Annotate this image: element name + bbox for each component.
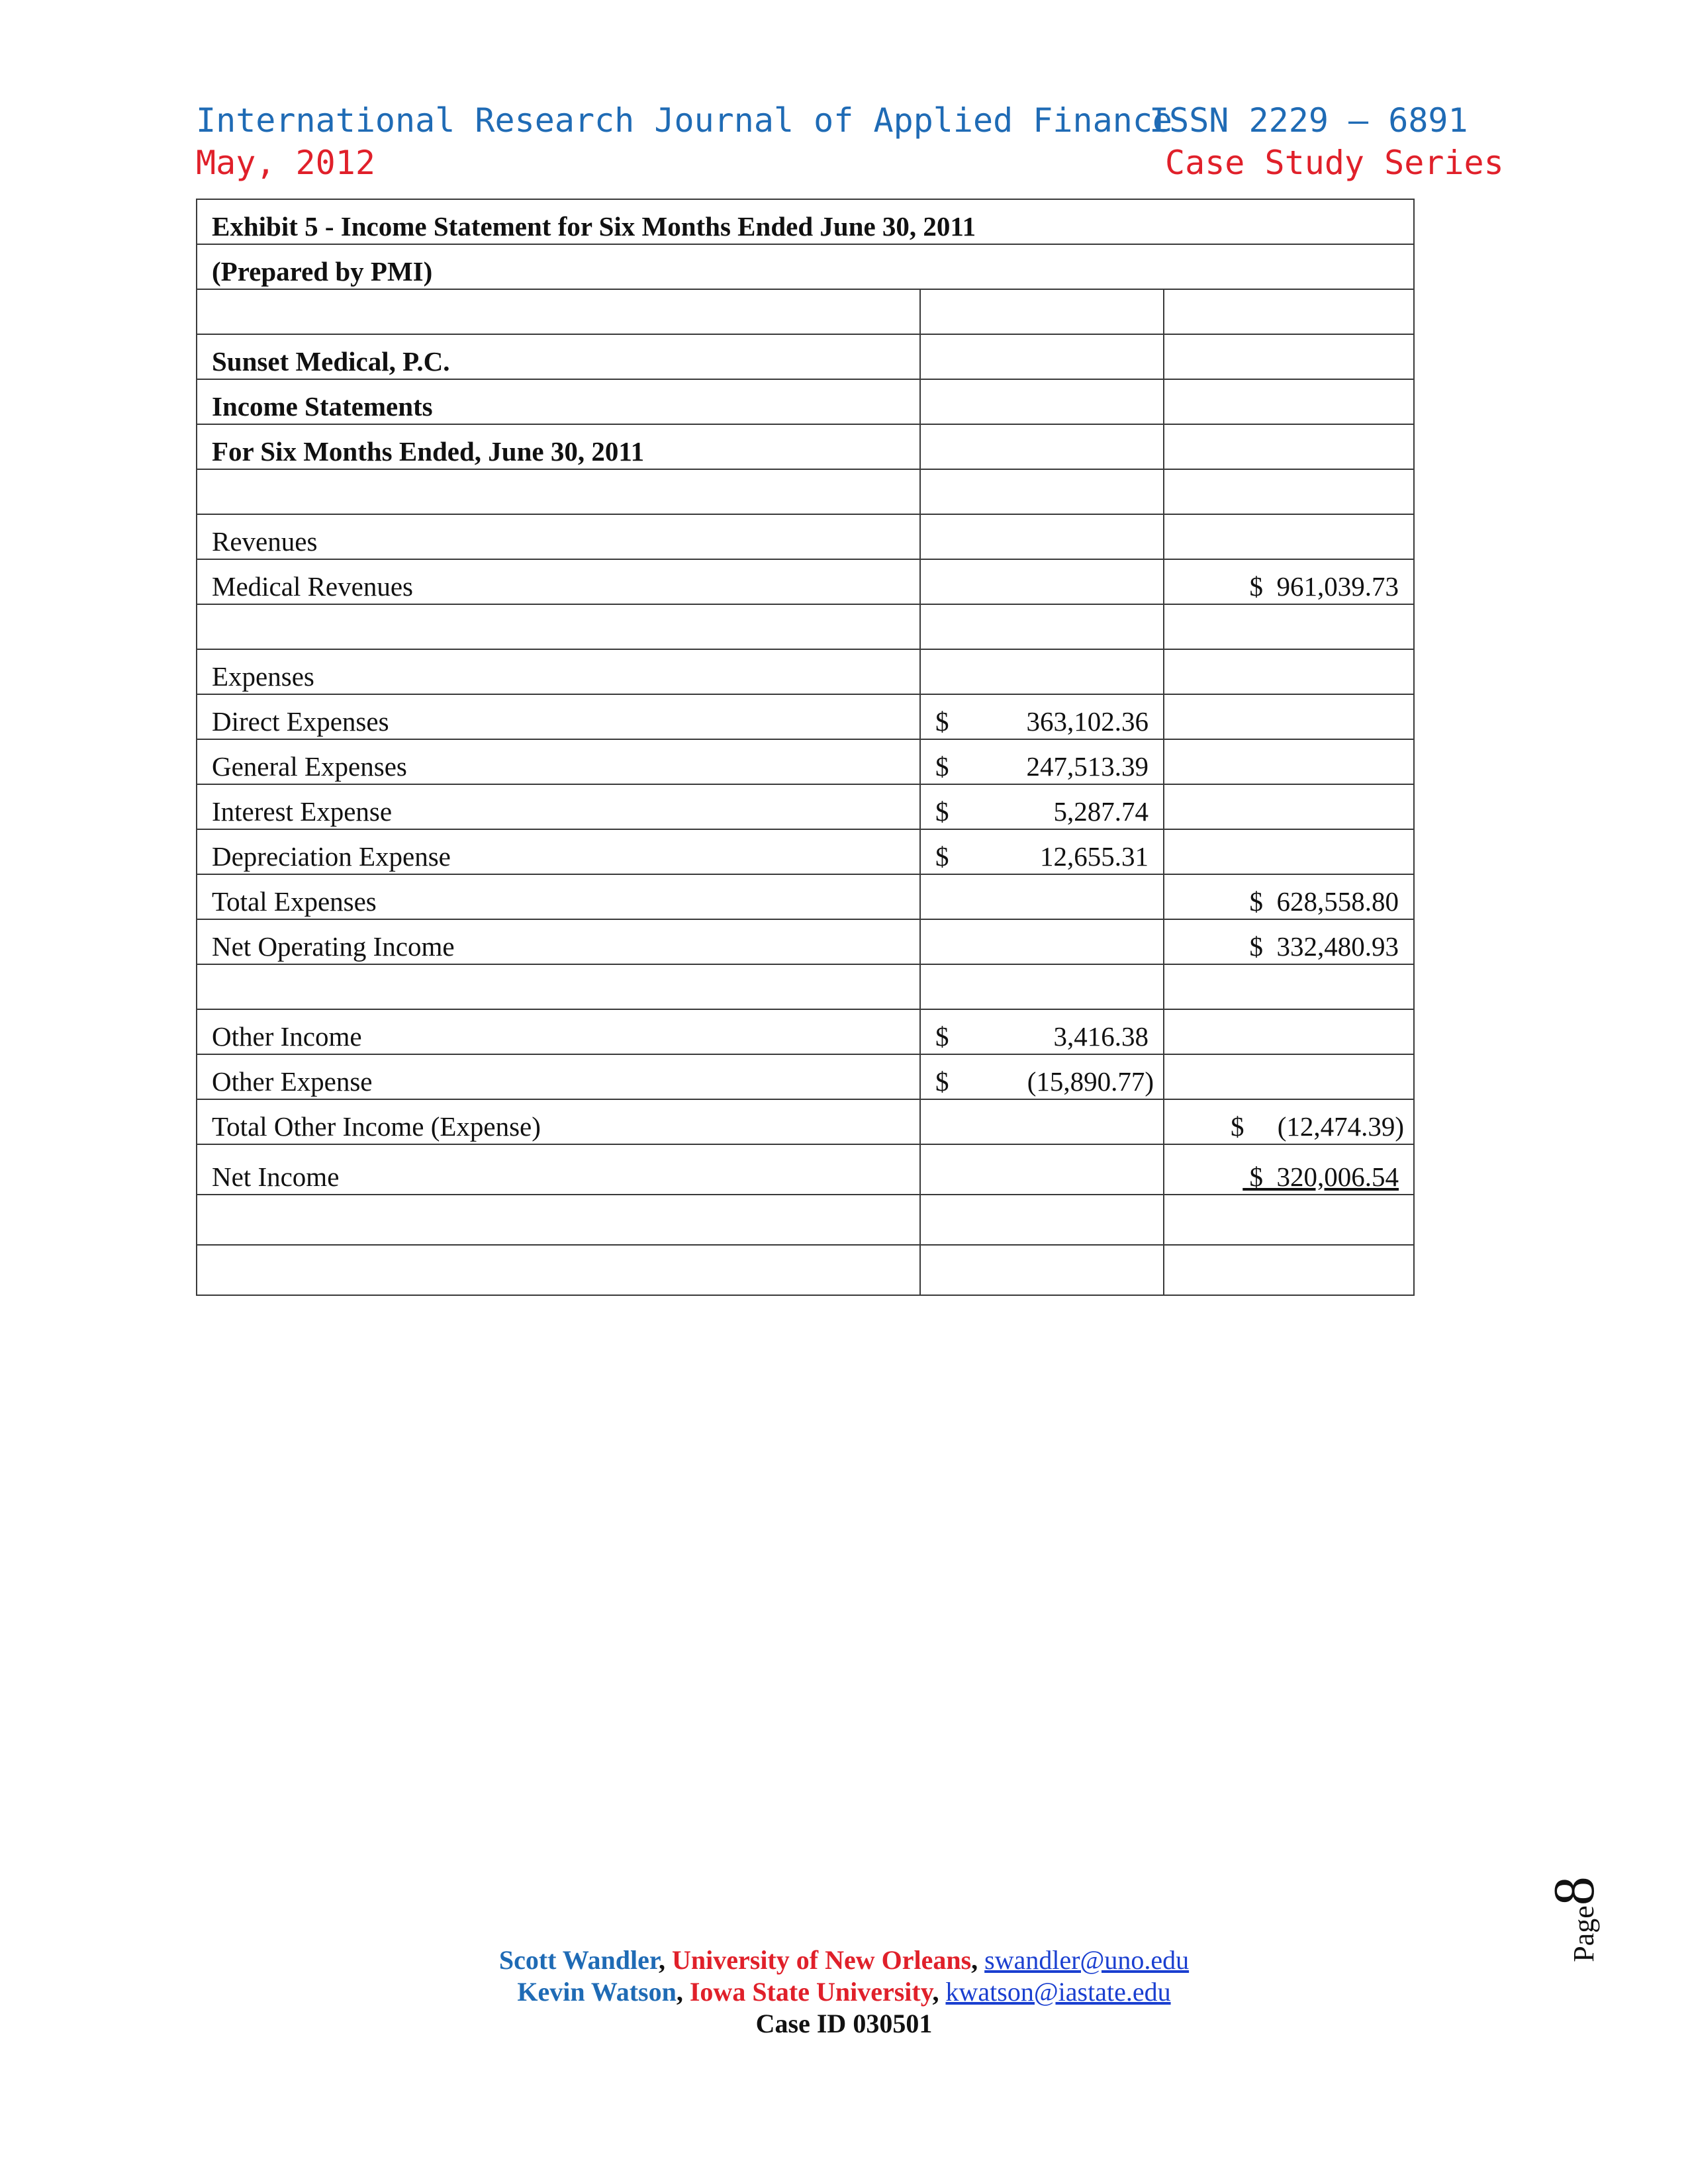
page-label: Page — [1568, 1905, 1600, 1962]
line-item-label: General Expenses — [197, 739, 920, 784]
currency-symbol: $ — [935, 751, 949, 782]
author-affiliation: University of New Orleans — [672, 1945, 972, 1975]
line-item-amount — [920, 784, 1164, 829]
author-email-link[interactable]: kwatson@iastate.edu — [945, 1977, 1171, 2007]
currency-symbol: $ — [935, 841, 949, 872]
empty-cell — [197, 964, 920, 1009]
empty-cell — [920, 874, 1164, 919]
currency-symbol: $ — [935, 1021, 949, 1052]
table-row — [197, 604, 1414, 649]
statement-period: For Six Months Ended, June 30, 2011 — [197, 424, 920, 469]
line-item-label: Total Expenses — [197, 874, 920, 919]
line-item-label: Other Expense — [197, 1054, 920, 1099]
empty-cell — [920, 1144, 1164, 1195]
line-item-label: Depreciation Expense — [197, 829, 920, 874]
separator: , — [659, 1945, 665, 1975]
total-amount — [1164, 874, 1414, 919]
table-row — [197, 649, 1414, 694]
table-row — [197, 469, 1414, 514]
empty-cell — [920, 379, 1164, 424]
table-row — [197, 694, 1414, 739]
table-row — [197, 1144, 1414, 1195]
line-item-label: Net Operating Income — [197, 919, 920, 964]
empty-cell — [1164, 1009, 1414, 1054]
table-row — [197, 289, 1414, 334]
series-name: Case Study Series — [1165, 144, 1504, 182]
table-row — [197, 1195, 1414, 1245]
separator: , — [971, 1945, 978, 1975]
table-row — [197, 424, 1414, 469]
empty-cell — [920, 559, 1164, 604]
table-row — [197, 919, 1414, 964]
author-email-link[interactable]: swandler@uno.edu — [984, 1945, 1190, 1975]
empty-cell — [1164, 829, 1414, 874]
currency-symbol: $ — [935, 796, 949, 827]
currency-symbol: $ — [935, 706, 949, 737]
total-amount — [1164, 1099, 1414, 1144]
author-name: Scott Wandler — [498, 1945, 659, 1975]
empty-cell — [920, 424, 1164, 469]
table-row — [197, 874, 1414, 919]
currency-symbol: $ — [1249, 571, 1263, 602]
table-row — [197, 739, 1414, 784]
empty-cell — [1164, 739, 1414, 784]
empty-cell — [920, 1195, 1164, 1245]
empty-cell — [1164, 424, 1414, 469]
separator: , — [932, 1977, 939, 2007]
table-row — [197, 784, 1414, 829]
empty-cell — [197, 469, 920, 514]
empty-cell — [197, 289, 920, 334]
issn: ISSN 2229 – 6891 — [1149, 101, 1468, 140]
empty-cell — [920, 919, 1164, 964]
author-name: Kevin Watson — [517, 1977, 677, 2007]
empty-cell — [920, 1245, 1164, 1295]
amount-value: 332,480.93 — [1276, 931, 1399, 962]
footer-author-line-1 — [0, 1944, 1688, 1976]
line-item-amount — [920, 1009, 1164, 1054]
table-row — [197, 199, 1414, 244]
author-affiliation: Iowa State University — [689, 1977, 933, 2007]
empty-cell — [197, 1195, 920, 1245]
line-item-label: Other Income — [197, 1009, 920, 1054]
line-item-amount — [920, 829, 1164, 874]
section-label: Expenses — [197, 649, 920, 694]
line-item-label: Total Other Income (Expense) — [197, 1099, 920, 1144]
table-row — [197, 559, 1414, 604]
line-item-amount — [920, 1054, 1164, 1099]
empty-cell — [1164, 1245, 1414, 1295]
table-row — [197, 1245, 1414, 1295]
empty-cell — [1164, 514, 1414, 559]
amount-value: (12,474.39) — [1277, 1111, 1404, 1142]
empty-cell — [1164, 1195, 1414, 1245]
amount-value: (15,890.77) — [1027, 1066, 1154, 1097]
empty-cell — [1164, 649, 1414, 694]
statement-name: Income Statements — [197, 379, 920, 424]
empty-cell — [1164, 604, 1414, 649]
issue-date: May, 2012 — [196, 144, 375, 182]
table-row — [197, 964, 1414, 1009]
empty-cell — [197, 604, 920, 649]
amount-value: 628,558.80 — [1276, 886, 1399, 917]
table-row — [197, 379, 1414, 424]
section-label: Revenues — [197, 514, 920, 559]
amount-value: 961,039.73 — [1276, 571, 1399, 602]
empty-cell — [920, 469, 1164, 514]
empty-cell — [920, 514, 1164, 559]
empty-cell — [1164, 289, 1414, 334]
currency-symbol: $ — [1249, 886, 1263, 917]
amount-value: 5,287.74 — [1053, 796, 1149, 827]
journal-title: International Research Journal of Applied Finance — [196, 101, 1173, 140]
prepared-by: (Prepared by PMI) — [197, 244, 1414, 289]
currency-symbol: $ — [935, 1066, 949, 1097]
amount-value: 247,513.39 — [1026, 751, 1149, 782]
total-amount — [1164, 559, 1414, 604]
table-row — [197, 244, 1414, 289]
empty-cell — [1164, 964, 1414, 1009]
exhibit-title: Exhibit 5 - Income Statement for Six Months Ended June 30, 2011 — [197, 199, 1414, 244]
line-item-label: Medical Revenues — [197, 559, 920, 604]
net-income-value: $ 320,006.54 — [1249, 1161, 1399, 1192]
net-income-amount — [1164, 1144, 1414, 1195]
empty-cell — [1164, 379, 1414, 424]
table-row — [197, 1009, 1414, 1054]
table-row — [197, 1099, 1414, 1144]
empty-cell — [920, 604, 1164, 649]
empty-cell — [920, 289, 1164, 334]
table-row — [197, 1054, 1414, 1099]
footer-author-line-2 — [0, 1976, 1688, 2008]
separator: , — [676, 1977, 683, 2007]
empty-cell — [920, 334, 1164, 379]
line-item-label: Net Income — [197, 1144, 920, 1195]
line-item-label: Interest Expense — [197, 784, 920, 829]
total-amount — [1164, 919, 1414, 964]
amount-value: 3,416.38 — [1053, 1021, 1149, 1052]
table-row — [197, 514, 1414, 559]
empty-cell — [920, 1099, 1164, 1144]
empty-cell — [920, 649, 1164, 694]
case-id: Case ID 030501 — [755, 2009, 933, 2038]
empty-cell — [197, 1245, 920, 1295]
company-name: Sunset Medical, P.C. — [197, 334, 920, 379]
empty-cell — [920, 964, 1164, 1009]
line-item-label: Direct Expenses — [197, 694, 920, 739]
line-item-amount — [920, 694, 1164, 739]
table-row — [197, 334, 1414, 379]
currency-symbol: $ — [1249, 931, 1263, 962]
page-number — [1542, 1873, 1665, 1966]
line-item-amount — [920, 739, 1164, 784]
empty-cell — [1164, 694, 1414, 739]
page-number-value: 8 — [1542, 1876, 1607, 1906]
amount-value: 363,102.36 — [1026, 706, 1149, 737]
empty-cell — [1164, 784, 1414, 829]
amount-value: 12,655.31 — [1040, 841, 1149, 872]
currency-symbol: $ — [1231, 1111, 1244, 1142]
footer-case-id — [0, 2008, 1688, 2040]
income-statement-table — [196, 199, 1415, 1296]
empty-cell — [1164, 1054, 1414, 1099]
empty-cell — [1164, 469, 1414, 514]
table-row — [197, 829, 1414, 874]
empty-cell — [1164, 334, 1414, 379]
